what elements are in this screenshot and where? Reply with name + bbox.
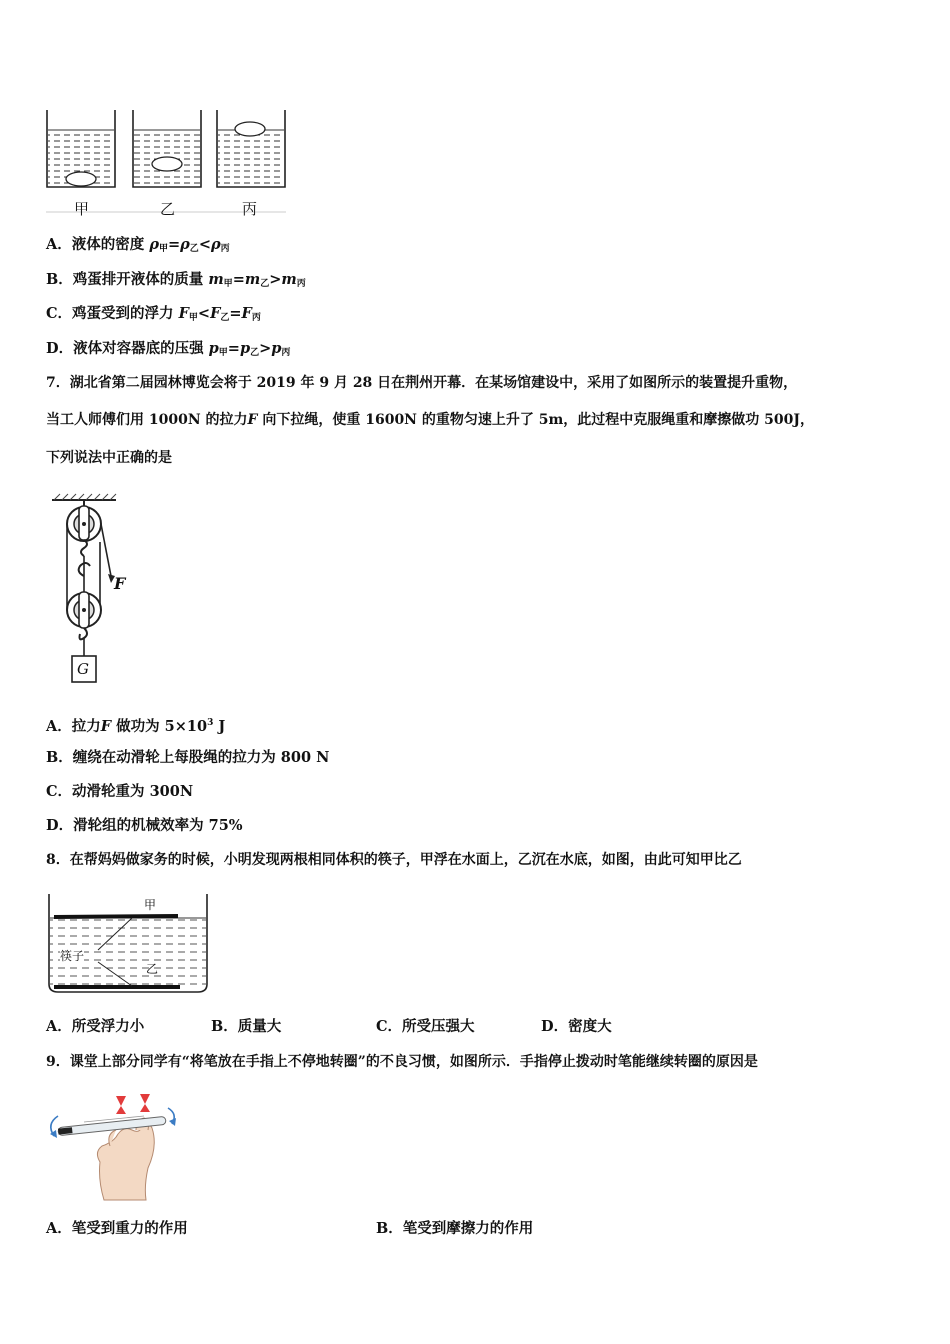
beaker-label-yi: 乙	[160, 200, 176, 218]
chopsticks-figure	[46, 892, 210, 996]
beaker-yi	[133, 110, 201, 187]
q8-option-c: C．所受压强大	[376, 1018, 475, 1035]
chopstick-jia	[54, 916, 178, 917]
egg-bing	[235, 122, 265, 136]
finger-push-arrows	[116, 1094, 150, 1114]
q6-option-d: D．液体对容器底的压强 $p_甲=p_乙>p_丙$	[46, 340, 291, 358]
q9-option-b: B．笔受到摩擦力的作用	[376, 1220, 534, 1237]
beaker-jia	[47, 110, 115, 187]
q7-stem-line2: 当工人师傅们用 1000N 的拉力F 向下拉绳，使重 1600N 的重物匀速上升了 5m，此过程中克服绳重和摩擦做功 500J，	[46, 412, 815, 428]
q8-stem: 8．在帮妈妈做家务的时候，小明发现两根相同体积的筷子，甲浮在水面上，乙沉在水底，如图，由此可知甲比乙	[46, 852, 742, 868]
q7-option-a: A．拉力F 做功为 $5\times 10^3$ J	[46, 718, 226, 735]
q7-stem-line3: 下列说法中正确的是	[46, 450, 172, 466]
q8-option-b: B．质量大	[211, 1018, 282, 1035]
q6-option-a: A．液体的密度 $\rho_甲=\rho_乙<\rho_丙$	[46, 236, 230, 254]
beaker-label-bing: 丙	[242, 200, 258, 218]
beaker-label-jia: 甲	[74, 200, 90, 218]
q7-option-d: D．滑轮组的机械效率为 75%	[46, 817, 243, 834]
pulley-figure	[48, 492, 148, 690]
q7-option-b: B．缠绕在动滑轮上每股绳的拉力为 800 N	[46, 749, 330, 766]
q9-stem: 9．课堂上部分同学有“将笔放在手指上不停地转圈”的不良习惯，如图所示．手指停止拨动时笔能继续转圈的原因是	[46, 1054, 758, 1070]
q9-option-a: A．笔受到重力的作用	[46, 1220, 188, 1237]
q6-option-c: C．鸡蛋受到的浮力 $F_甲<F_乙=F_丙$	[46, 305, 261, 323]
chopstick-label-yi: 乙	[146, 962, 159, 976]
chopstick-label-left: 筷子	[60, 949, 85, 963]
q6-option-b: B．鸡蛋排开液体的质量 $m_甲=m_乙>m_丙$	[46, 271, 306, 289]
beaker-bing	[217, 110, 285, 187]
egg-jia	[66, 172, 96, 186]
force-label: F	[114, 574, 126, 593]
q7-stem-line1: 7．湖北省第二届园林博览会将于 2019 年 9 月 28 日在荆州开幕．在某场馆建设中，采用了如图所示的装置提升重物，	[46, 375, 798, 391]
q8-option-a: A．所受浮力小	[46, 1018, 145, 1035]
pen-spinning-figure	[44, 1090, 184, 1202]
q8-option-d: D．密度大	[541, 1018, 612, 1035]
egg-yi	[152, 157, 182, 171]
chopstick-label-jia: 甲	[144, 898, 157, 912]
weight-label: G	[77, 660, 89, 678]
q7-option-c: C．动滑轮重为 300N	[46, 783, 194, 800]
fixed-pulley	[67, 500, 101, 556]
